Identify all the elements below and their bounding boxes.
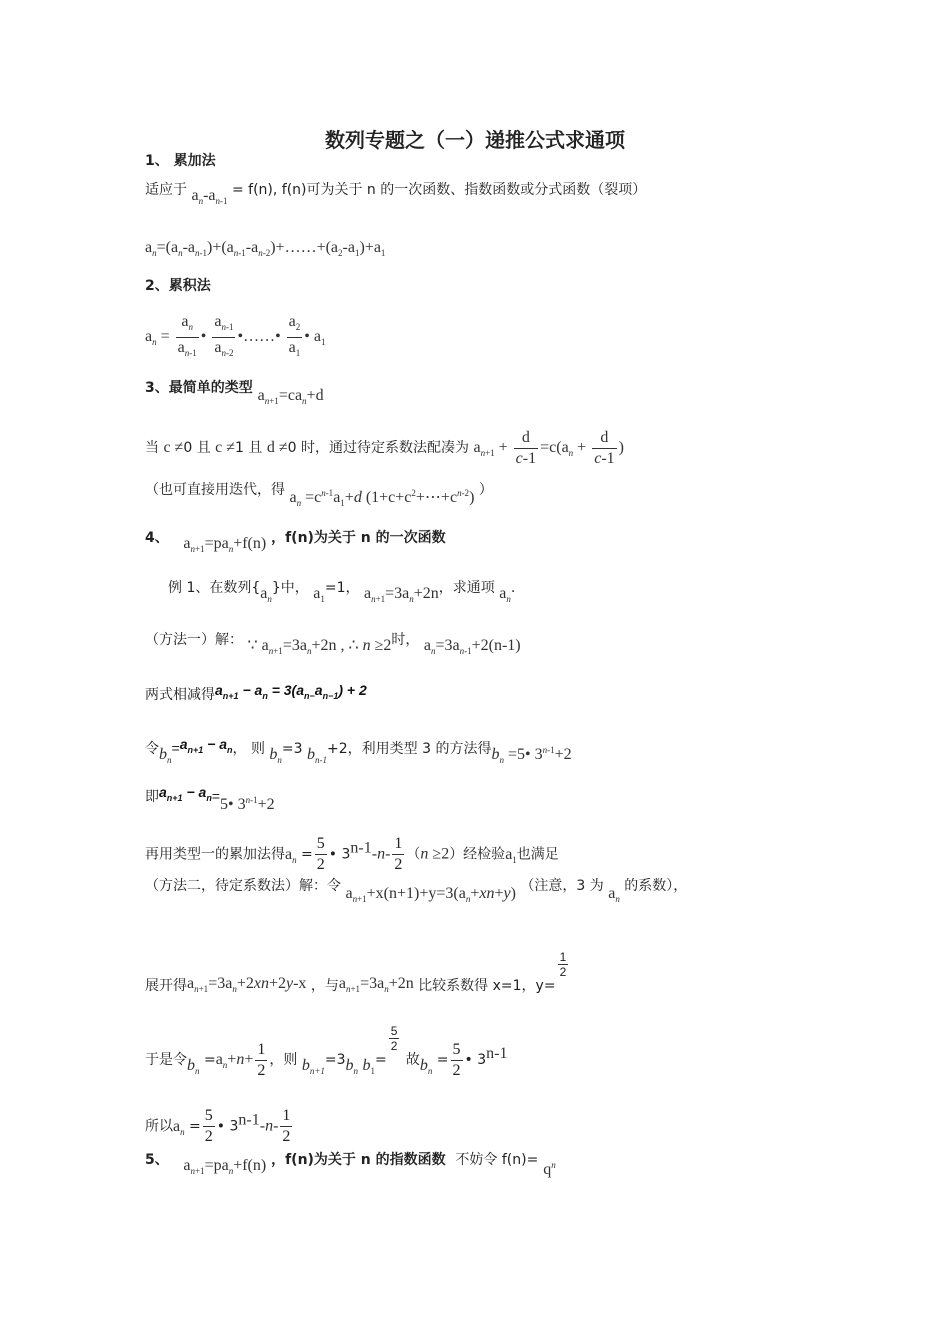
expand-line: 展开得$a_{n+1}=3a_n+2xn+2y-x$ ，与$a_{n+1}=3a_n+2n$ 比较系数得 x=1，y= $\frac{1}{2}$ — [145, 950, 567, 994]
m1-prefix: （方法一）解： — [145, 632, 243, 648]
section-3-heading — [145, 378, 324, 411]
ex-mid3: ，求通项 — [438, 580, 495, 596]
formula-type3: $a_{n+1}=ca_n+d$ — [257, 387, 324, 406]
expand-compare: 比较系数得 x=1，y= — [418, 978, 556, 994]
page-title: 数列专题之（一）递推公式求通项 — [325, 128, 625, 152]
formula-matched: $a_{n+1}$ + $\frac{d}{c-1}$ $=c(a_n$ + $\frac{d}{c-1}$ ) — [473, 429, 624, 467]
ex-mid1: }中， — [271, 580, 309, 596]
cond-mid2: 1 且 — [235, 440, 263, 457]
iter-prefix: （也可直接用迭代，得 — [145, 482, 285, 498]
cond-mid1: 0 且 — [183, 440, 211, 457]
result-line: 所以$a_n$ = $\frac{5}{2}$ • 3$^{n-1}$-n- $\frac{1}{2}$ — [145, 1107, 291, 1145]
fraction: $\frac{a_2}{a_1}$ — [288, 313, 301, 358]
expand-mid: ，与 — [310, 978, 339, 994]
sub-prefix: 两式相减得 — [145, 687, 215, 703]
ji-prefix: 即 — [145, 789, 159, 805]
formula-type5: $a_{n+1}=pa_n+f(n)$ — [183, 1157, 267, 1176]
fraction: $\frac{a_n}{a_{n-1}}$ — [177, 313, 197, 358]
let-rest2: +2，利用类型 3 的方法得 — [327, 741, 492, 757]
method-1: （方法一）解： ∵ $a_{n+1}=3a_n+2n$ , ∴ n ≥2时， $a_n=3a_{n-1}+2(n-1)$ — [145, 632, 521, 656]
again-prefix: 再用类型一的累加法得 — [145, 846, 285, 863]
intro-prefix: 适应于 — [145, 182, 187, 198]
section-1-heading: 1、 累加法 — [145, 153, 216, 169]
yu-gu: 故 — [405, 1052, 420, 1068]
accumulate-line: 再用类型一的累加法得$a_n$ = $\frac{5}{2}$ • 3$^{n-1}$-n- $\frac{1}{2}$ （n ≥2）经检验$a_1$也满足 — [145, 835, 559, 873]
yu-then: ，则 — [269, 1052, 298, 1068]
formula-type4: $a_{n+1}=pa_n+f(n)$ — [183, 535, 267, 554]
let-then: ， 则 — [232, 741, 265, 757]
ex-mid2: =1， — [324, 580, 360, 596]
m1-time: 时， — [391, 632, 420, 648]
let-eq: = — [171, 740, 180, 756]
section-5-number: 5、 — [145, 1152, 169, 1168]
section-4-heading — [145, 528, 446, 559]
formula-q-power: $q^n$ — [543, 1160, 556, 1178]
iter-suffix: ） — [478, 482, 493, 498]
again-check: ）经检验 — [449, 846, 506, 863]
m2-note2: 的系数）， — [624, 878, 688, 894]
ji-line: 即$a_{n+1}$ − $a_n=5•$ $3^{n-1}+2$ — [145, 784, 275, 813]
section-3-iteration — [145, 480, 493, 513]
m2-note1: （注意，3 为 — [520, 878, 604, 894]
expand-prefix: 展开得 — [145, 978, 187, 994]
m2-prefix: （方法二，待定系数法）解：令 — [145, 878, 341, 894]
formula-product: $a_n$ = $\frac{a_n}{a_{n-1}}$ • $\frac{a_{n-1}}{a_{n-2}}$ •……• $\frac{a_2}{a_1}$ • $a_1$ — [145, 312, 325, 363]
let-b-line: 令$b_n=a_{n+1} - a_n$， 则 $b_n=3$ $b_{n-1}+2$，利用类型 3 的方法得$b_n$ =5• $3^{n-1}+2$ — [145, 736, 572, 765]
section-5-heading — [145, 1150, 556, 1181]
yu-prefix: 于是令 — [145, 1052, 187, 1068]
section-2-heading: 2、累积法 — [145, 278, 211, 294]
yu-line: 于是令$b_n =a_n+n+$ $\frac{1}{2}$ ，则 $b_{n+1}=3b_n$ $b_1=$ $\frac{5}{2}$ 故$b_n$ = $\frac{5}{2}$ • 3$^{n-1}$ — [145, 1024, 508, 1079]
section-1-intro — [145, 180, 646, 211]
formula-iteration: $a_n =c^{n-1}a_1+d$ $(1+c+c^2+\cdots+c^{n-2})$ — [289, 488, 475, 508]
ex-prefix: 例 1、在数列{ — [168, 580, 261, 596]
again-suffix: 也满足 — [516, 846, 559, 863]
section-5-heading-text: ，f(n)为关于 n 的指数函数 — [271, 1152, 446, 1168]
fraction: $\frac{a_{n-1}}{a_{n-2}}$ — [214, 313, 234, 358]
section-4-heading-text: ，f(n)为关于 n 的一次函数 — [271, 530, 446, 546]
let-prefix: 令 — [145, 741, 159, 757]
subtract-line: 两式相减得$a_{n+1} - a_n = 3(a_{n-}a_{n-1}) + 2$ — [145, 682, 367, 703]
section-5-heading-tail: 不妨令 f(n)= — [455, 1152, 539, 1168]
cond-prefix: 当 — [145, 440, 159, 457]
let-rest: =3 — [281, 741, 303, 757]
formula-telescoping: $a_n=(a_n-a_{n-1})+(a_{n-1}-a_{n-2})+\dots\dots+(a_2-a_1)+a_1$ — [145, 239, 386, 258]
formula-diff: $a_n-a_{n-1}$ — [191, 187, 228, 206]
example-1: 例 1、在数列$\{a_n\}$中， $a_1=1$， $a_{n+1}=3a_n+2n$，求通项 $a_n$. — [168, 580, 516, 604]
cond-mid3: 0 时，通过待定系数法配凑为 — [287, 440, 469, 457]
intro-suffix: = f(n), f(n)可为关于 n 的一次函数、指数函数或分式函数（裂项） — [231, 182, 647, 198]
section-4-number: 4、 — [145, 530, 169, 546]
method-2: （方法二，待定系数法）解：令 $a_{n+1}+x(n+1)+y=3(a_n+xn+y)$ （注意，3 为 $a_n$ 的系数）， — [145, 878, 688, 904]
section-3-condition: 当 c ≠0 且 c ≠1 且 d ≠0 时，通过待定系数法配凑为 $a_{n+1}$ + $\frac{d}{c-1}$ $=c(a_n$ + $\frac{d}{c-1}$ ) — [145, 429, 624, 467]
result-prefix: 所以 — [145, 1118, 173, 1135]
section-3-heading-text: 3、最简单的类型 — [145, 380, 253, 396]
